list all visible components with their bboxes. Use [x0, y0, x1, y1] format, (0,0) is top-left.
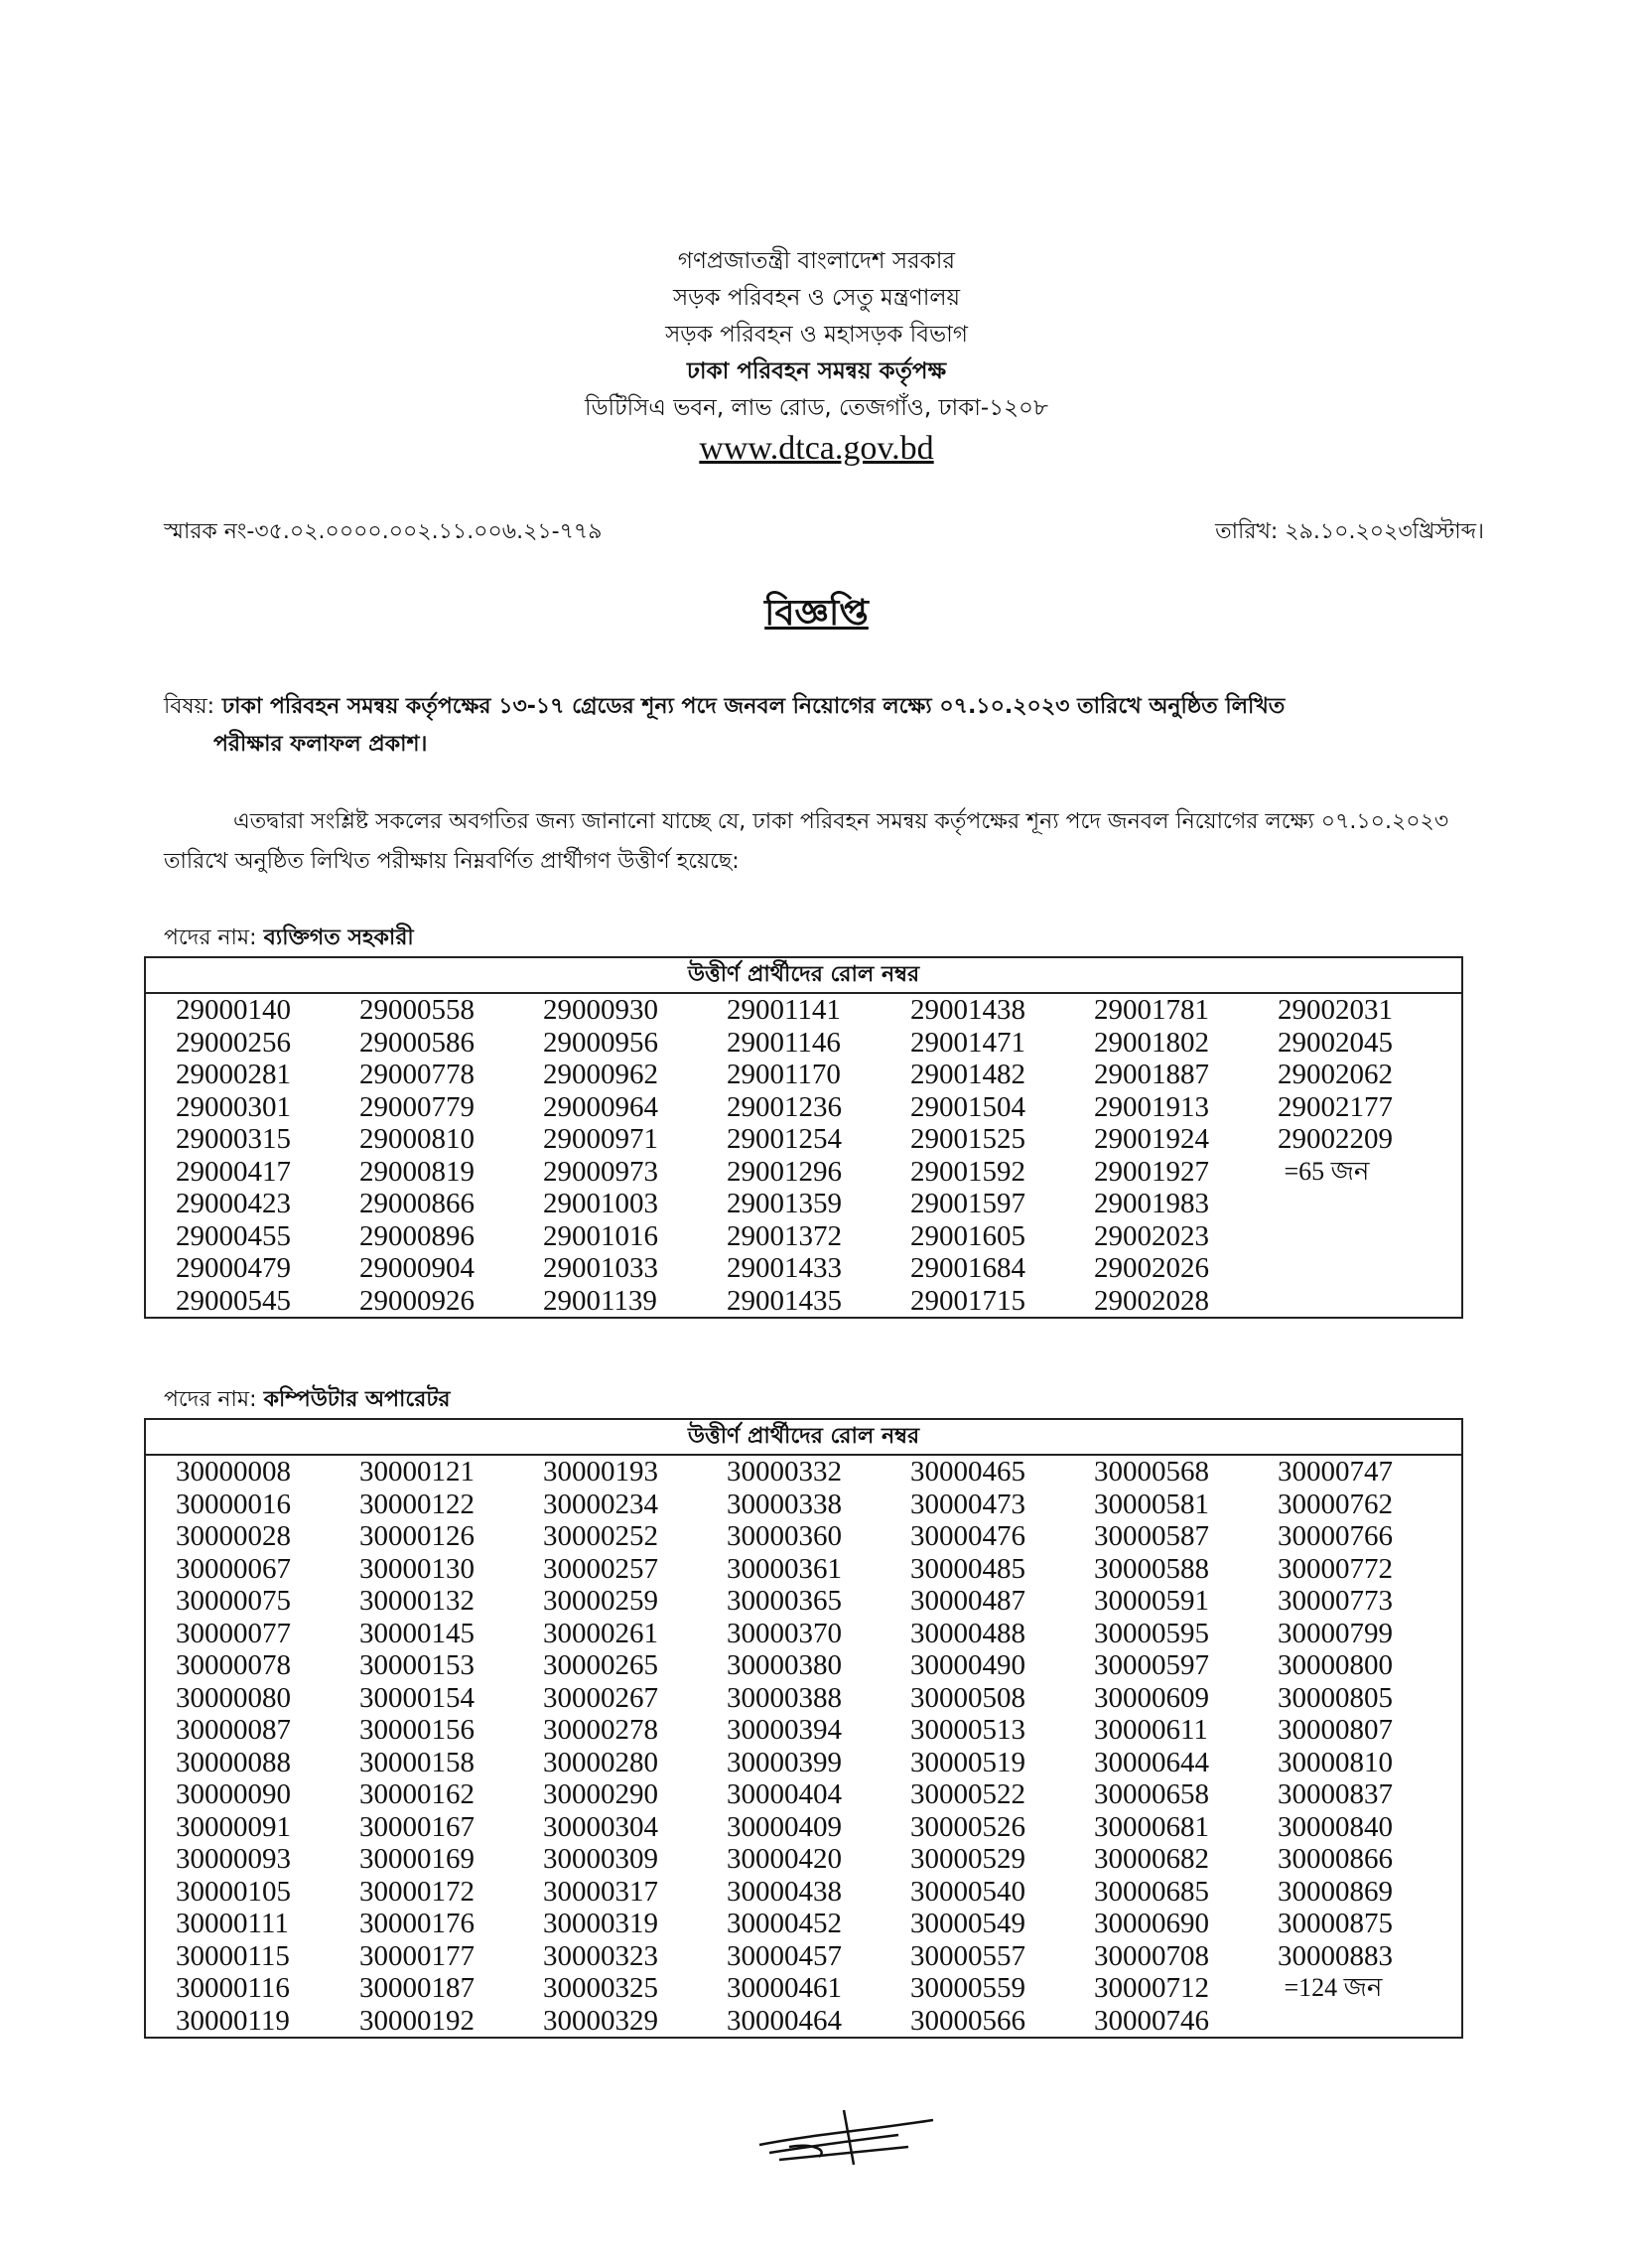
roll-number: 29001141 — [727, 994, 841, 1026]
roll-number: 29002209 — [1278, 1123, 1393, 1155]
authority-name: ঢাকা পরিবহন সমন্বয় কর্তৃপক্ষ — [686, 358, 947, 384]
roll-number: 30000399 — [727, 1746, 842, 1778]
roll-number: 30000075 — [176, 1585, 291, 1617]
roll-number: 30000557 — [910, 1939, 1025, 1972]
roll-number: 29001887 — [1094, 1059, 1209, 1090]
roll-number: 30000747 — [1278, 1456, 1393, 1488]
roll-number: 30000658 — [1094, 1778, 1209, 1810]
roll-number: 30000404 — [727, 1778, 842, 1810]
candidate-total: =124 জন — [1278, 1973, 1383, 2002]
roll-column — [910, 1456, 1094, 2037]
roll-number: 29001433 — [727, 1252, 842, 1284]
roll-number: 29000896 — [359, 1219, 475, 1252]
table-header: উত্তীর্ণ প্রার্থীদের রোল নম্বর — [146, 1420, 1461, 1456]
roll-number: 30000549 — [910, 1908, 1025, 1939]
roll-number: 29000558 — [359, 994, 475, 1026]
roll-number: 30000810 — [1278, 1746, 1393, 1778]
roll-number: 29001372 — [727, 1219, 842, 1252]
roll-number: 30000566 — [910, 2004, 1025, 2037]
roll-column — [176, 994, 359, 1317]
roll-number: 30000799 — [1278, 1617, 1393, 1649]
roll-number: 30000766 — [1278, 1520, 1393, 1552]
roll-table-personal-assistant — [144, 956, 1463, 1319]
roll-number: 29000417 — [176, 1155, 291, 1188]
roll-number: 30000591 — [1094, 1585, 1209, 1617]
roll-number: 29002031 — [1278, 994, 1393, 1026]
roll-number: 30000361 — [727, 1552, 842, 1585]
post-label-prefix: পদের নাম: — [164, 925, 257, 950]
roll-number: 30000116 — [176, 1972, 290, 2004]
roll-number: 30000487 — [910, 1585, 1025, 1617]
roll-number: 30000338 — [727, 1488, 842, 1520]
roll-number: 29001605 — [910, 1219, 1025, 1252]
roll-number: 29002177 — [1278, 1090, 1393, 1123]
roll-number: 30000490 — [910, 1649, 1025, 1681]
roll-number: 30000464 — [727, 2004, 842, 2037]
roll-grid — [146, 1456, 1461, 2037]
roll-number: 30000522 — [910, 1778, 1025, 1810]
roll-number: 30000259 — [543, 1585, 658, 1617]
roll-number: 29000904 — [359, 1252, 475, 1284]
roll-number: 29001927 — [1094, 1155, 1209, 1188]
roll-number: 30000712 — [1094, 1972, 1209, 2004]
govt-name: গণপ্রজাতন্ত্রী বাংলাদেশ সরকার — [677, 248, 956, 274]
roll-number: 29000810 — [359, 1123, 475, 1155]
roll-number: 30000485 — [910, 1552, 1025, 1585]
roll-number: 30000153 — [359, 1649, 475, 1681]
roll-number: 30000309 — [543, 1843, 658, 1875]
roll-number: 29002026 — [1094, 1252, 1209, 1284]
roll-number: 30000167 — [359, 1810, 475, 1843]
post-label-prefix: পদের নাম: — [164, 1387, 257, 1412]
roll-grid — [146, 994, 1461, 1317]
roll-number: 29001139 — [543, 1284, 657, 1317]
roll-number: 30000869 — [1278, 1875, 1393, 1908]
roll-number: 29001924 — [1094, 1123, 1209, 1155]
roll-number: 29000281 — [176, 1059, 291, 1090]
roll-number: 30000087 — [176, 1714, 291, 1746]
roll-number: 30000559 — [910, 1972, 1025, 2004]
roll-number: 29000140 — [176, 994, 291, 1026]
subject — [164, 688, 1494, 764]
roll-number: 30000115 — [176, 1939, 290, 1972]
roll-column — [176, 1456, 359, 2037]
roll-number: 30000588 — [1094, 1552, 1209, 1585]
roll-column — [1278, 1456, 1461, 2037]
roll-number: 30000130 — [359, 1552, 475, 1585]
roll-number: 30000088 — [176, 1746, 291, 1778]
roll-number: 29000479 — [176, 1252, 291, 1284]
roll-number: 30000290 — [543, 1778, 658, 1810]
roll-number: 30000078 — [176, 1649, 291, 1681]
roll-column — [543, 994, 727, 1317]
subject-line-1: ঢাকা পরিবহন সমন্বয় কর্তৃপক্ষের ১৩-১৭ গ্রেডের শূন্য পদে জনবল নিয়োগের লক্ষ্যে ০৭.১০.২০২৩ তারিখে অনুষ্ঠিত লিখিত — [221, 694, 1286, 719]
roll-number: 29000964 — [543, 1090, 658, 1123]
roll-number: 30000329 — [543, 2004, 658, 2037]
roll-number: 29002028 — [1094, 1284, 1209, 1317]
roll-number: 30000457 — [727, 1939, 842, 1972]
roll-number: 30000508 — [910, 1681, 1025, 1714]
roll-number: 30000875 — [1278, 1908, 1393, 1939]
roll-number: 29000315 — [176, 1123, 291, 1155]
roll-number: 30000685 — [1094, 1875, 1209, 1908]
roll-number: 29001236 — [727, 1090, 842, 1123]
roll-number: 29001471 — [910, 1026, 1025, 1059]
roll-number: 29001715 — [910, 1284, 1025, 1317]
roll-column — [1094, 994, 1278, 1317]
roll-number: 30000394 — [727, 1714, 842, 1746]
roll-column — [359, 1456, 543, 2037]
roll-number: 29002023 — [1094, 1219, 1209, 1252]
roll-number: 29001359 — [727, 1188, 842, 1219]
roll-column — [1278, 994, 1461, 1317]
roll-number: 30000261 — [543, 1617, 658, 1649]
roll-number: 30000690 — [1094, 1908, 1209, 1939]
roll-number: 29000256 — [176, 1026, 291, 1059]
roll-number: 30000119 — [176, 2004, 290, 2037]
notice-body: এতদ্বারা সংশ্লিষ্ট সকলের অবগতির জন্য জানানো যাচ্ছে যে, ঢাকা পরিবহন সমন্বয় কর্তৃপক্ষের শূন্য পদে জনবল নিয়োগের লক্ষ্যে ০৭.১০.২০২৩ তারিখে অনুষ্ঠিত লিখিত পরীক্ষায় নিম্নবর্ণিত প্রার্থীগণ উত্তীর্ণ হয়েছে: — [164, 809, 1449, 874]
roll-number: 30000388 — [727, 1681, 842, 1714]
roll-number: 30000122 — [359, 1488, 475, 1520]
subject-label: বিষয়: — [164, 694, 215, 719]
roll-number: 30000380 — [727, 1649, 842, 1681]
roll-number: 30000177 — [359, 1939, 475, 1972]
roll-number: 30000409 — [727, 1810, 842, 1843]
post-name: ব্যক্তিগত সহকারী — [263, 925, 414, 950]
roll-number: 30000162 — [359, 1778, 475, 1810]
roll-number: 29000455 — [176, 1219, 291, 1252]
roll-number: 30000169 — [359, 1843, 475, 1875]
roll-number: 30000611 — [1094, 1714, 1208, 1746]
roll-number: 30000234 — [543, 1488, 658, 1520]
post-label-1 — [164, 921, 414, 957]
roll-column — [359, 994, 543, 1317]
roll-number: 29001525 — [910, 1123, 1025, 1155]
roll-number: 30000461 — [727, 1972, 842, 2004]
roll-number: 29001983 — [1094, 1188, 1209, 1219]
roll-number: 30000111 — [176, 1908, 289, 1939]
roll-number: 29001684 — [910, 1252, 1025, 1284]
roll-number: 30000682 — [1094, 1843, 1209, 1875]
roll-number: 30000145 — [359, 1617, 475, 1649]
roll-number: 30000476 — [910, 1520, 1025, 1552]
division-name: সড়ক পরিবহন ও মহাসড়ক বিভাগ — [665, 322, 968, 348]
signature-icon — [749, 2105, 948, 2175]
roll-number: 30000513 — [910, 1714, 1025, 1746]
issue-date: তারিখ: ২৯.১০.২০২৩খ্রিস্টাব্দ। — [1215, 519, 1484, 544]
roll-number: 30000473 — [910, 1488, 1025, 1520]
roll-number: 29000779 — [359, 1090, 475, 1123]
roll-number: 30000800 — [1278, 1649, 1393, 1681]
roll-number: 29000971 — [543, 1123, 658, 1155]
roll-number: 30000644 — [1094, 1746, 1209, 1778]
roll-number: 30000519 — [910, 1746, 1025, 1778]
roll-number: 30000866 — [1278, 1843, 1393, 1875]
roll-number: 30000121 — [359, 1456, 475, 1488]
memo-number: স্মারক নং-৩৫.০২.০০০০.০০২.১১.০০৬.২১-৭৭৯ — [164, 519, 603, 544]
roll-number: 30000365 — [727, 1585, 842, 1617]
roll-number: 29002062 — [1278, 1059, 1393, 1090]
roll-number: 29001016 — [543, 1219, 658, 1252]
roll-number: 29000930 — [543, 994, 658, 1026]
roll-number: 30000805 — [1278, 1681, 1393, 1714]
roll-number: 29000973 — [543, 1155, 658, 1188]
roll-number: 29001597 — [910, 1188, 1025, 1219]
roll-number: 30000067 — [176, 1552, 291, 1585]
roll-number: 29001438 — [910, 994, 1025, 1026]
ministry-name: সড়ক পরিবহন ও সেতু মন্ত্রণালয় — [672, 285, 961, 311]
roll-number: 30000360 — [727, 1520, 842, 1552]
roll-number: 30000091 — [176, 1810, 291, 1843]
roll-number: 30000609 — [1094, 1681, 1209, 1714]
roll-number: 30000772 — [1278, 1552, 1393, 1585]
table-header: উত্তীর্ণ প্রার্থীদের রোল নম্বর — [146, 958, 1461, 994]
roll-number: 30000267 — [543, 1681, 658, 1714]
roll-number: 30000807 — [1278, 1714, 1393, 1746]
roll-number: 30000529 — [910, 1843, 1025, 1875]
roll-column — [910, 994, 1094, 1317]
roll-number: 30000192 — [359, 2004, 475, 2037]
roll-number: 30000252 — [543, 1520, 658, 1552]
roll-number: 30000773 — [1278, 1585, 1393, 1617]
roll-number: 30000587 — [1094, 1520, 1209, 1552]
roll-number: 30000008 — [176, 1456, 291, 1488]
roll-number: 29002045 — [1278, 1026, 1393, 1059]
roll-number: 30000568 — [1094, 1456, 1209, 1488]
roll-number: 29000819 — [359, 1155, 475, 1188]
roll-number: 30000325 — [543, 1972, 658, 2004]
roll-number: 30000132 — [359, 1585, 475, 1617]
roll-number: 29000586 — [359, 1026, 475, 1059]
roll-number: 30000883 — [1278, 1939, 1393, 1972]
website-link[interactable]: www.dtca.gov.bd — [699, 430, 934, 467]
roll-number: 30000257 — [543, 1552, 658, 1585]
roll-number: 30000093 — [176, 1843, 291, 1875]
roll-number: 30000090 — [176, 1778, 291, 1810]
roll-number: 29001913 — [1094, 1090, 1209, 1123]
roll-number: 30000526 — [910, 1810, 1025, 1843]
roll-number: 30000597 — [1094, 1649, 1209, 1681]
roll-number: 30000323 — [543, 1939, 658, 1972]
roll-number: 29000926 — [359, 1284, 475, 1317]
roll-number: 30000438 — [727, 1875, 842, 1908]
post-name: কম্পিউটার অপারেটর — [263, 1387, 451, 1412]
roll-table-computer-operator — [144, 1418, 1463, 2039]
roll-number: 30000156 — [359, 1714, 475, 1746]
roll-number: 30000016 — [176, 1488, 291, 1520]
roll-number: 30000172 — [359, 1875, 475, 1908]
roll-number: 30000265 — [543, 1649, 658, 1681]
roll-number: 29000962 — [543, 1059, 658, 1090]
roll-number: 30000332 — [727, 1456, 842, 1488]
roll-number: 29001435 — [727, 1284, 842, 1317]
roll-number: 30000540 — [910, 1875, 1025, 1908]
roll-number: 30000077 — [176, 1617, 291, 1649]
roll-number: 30000028 — [176, 1520, 291, 1552]
roll-number: 30000158 — [359, 1746, 475, 1778]
roll-number: 30000762 — [1278, 1488, 1393, 1520]
roll-number: 30000595 — [1094, 1617, 1209, 1649]
roll-number: 30000581 — [1094, 1488, 1209, 1520]
roll-number: 30000837 — [1278, 1778, 1393, 1810]
roll-number: 29001296 — [727, 1155, 842, 1188]
roll-number: 30000304 — [543, 1810, 658, 1843]
roll-number: 30000452 — [727, 1908, 842, 1939]
roll-column — [727, 1456, 910, 2037]
roll-number: 30000154 — [359, 1681, 475, 1714]
roll-number: 30000681 — [1094, 1810, 1209, 1843]
address: ডিটিসিএ ভবন, লাভ রোড, তেজগাঁও, ঢাকা-১২০৮ — [585, 395, 1048, 421]
roll-number: 30000708 — [1094, 1939, 1209, 1972]
roll-number: 29000956 — [543, 1026, 658, 1059]
roll-number: 30000746 — [1094, 2004, 1209, 2037]
roll-number: 29001254 — [727, 1123, 842, 1155]
roll-number: 30000488 — [910, 1617, 1025, 1649]
roll-number: 30000080 — [176, 1681, 291, 1714]
roll-number: 29001504 — [910, 1090, 1025, 1123]
roll-number: 30000193 — [543, 1456, 658, 1488]
roll-number: 30000840 — [1278, 1810, 1393, 1843]
roll-number: 30000176 — [359, 1908, 475, 1939]
roll-number: 30000370 — [727, 1617, 842, 1649]
roll-number: 29001003 — [543, 1188, 658, 1219]
roll-number: 29001781 — [1094, 994, 1209, 1026]
roll-number: 29001482 — [910, 1059, 1025, 1090]
roll-number: 29001170 — [727, 1059, 841, 1090]
roll-number: 30000319 — [543, 1908, 658, 1939]
roll-column — [1094, 1456, 1278, 2037]
roll-number: 29000545 — [176, 1284, 291, 1317]
subject-line-2: পরীক্ষার ফলাফল প্রকাশ। — [213, 732, 428, 757]
roll-number: 30000105 — [176, 1875, 291, 1908]
roll-number: 29001033 — [543, 1252, 658, 1284]
roll-number: 29000866 — [359, 1188, 475, 1219]
roll-column — [727, 994, 910, 1317]
page-title: বিজ্ঞপ্তি — [764, 593, 869, 634]
roll-number: 30000278 — [543, 1714, 658, 1746]
roll-number: 29000301 — [176, 1090, 291, 1123]
post-label-2 — [164, 1382, 450, 1419]
roll-number: 29000778 — [359, 1059, 475, 1090]
roll-number: 30000280 — [543, 1746, 658, 1778]
roll-number: 29001802 — [1094, 1026, 1209, 1059]
candidate-total: =65 জন — [1278, 1156, 1370, 1186]
roll-number: 29001592 — [910, 1155, 1025, 1188]
roll-number: 30000126 — [359, 1520, 475, 1552]
letterhead — [0, 243, 1633, 471]
roll-column — [543, 1456, 727, 2037]
roll-number: 30000420 — [727, 1843, 842, 1875]
roll-number: 30000317 — [543, 1875, 658, 1908]
roll-number: 29000423 — [176, 1188, 291, 1219]
roll-number: 29001146 — [727, 1026, 841, 1059]
roll-number: 30000465 — [910, 1456, 1025, 1488]
roll-number: 30000187 — [359, 1972, 475, 2004]
